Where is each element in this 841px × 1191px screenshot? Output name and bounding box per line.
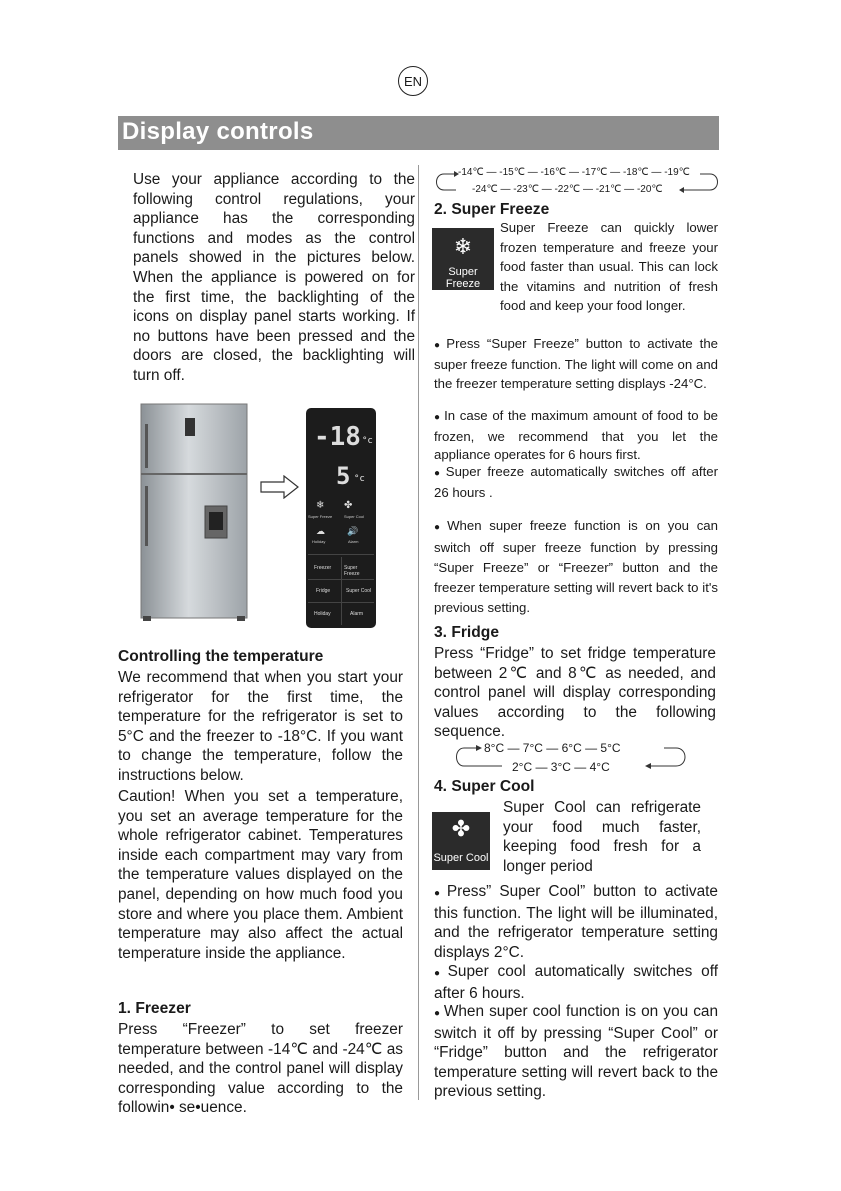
fridge-sequence xyxy=(452,740,692,772)
super-freeze-heading: 2. Super Freeze xyxy=(434,201,550,218)
super-cool-description: Super Cool can refrigerate your food much faster, keeping food fresh for a longer period xyxy=(503,799,701,875)
snowflake-icon: ❄ xyxy=(316,500,325,511)
controlling-heading: Controlling the temperature xyxy=(118,648,324,665)
fan-icon: ✤ xyxy=(344,500,353,511)
freezer-heading: 1. Freezer xyxy=(118,1000,191,1017)
icon-label-super-freeze: Super Freeze xyxy=(308,514,333,519)
fridge-temp-readout: 5 xyxy=(336,462,351,490)
controlling-paragraph-2: Caution! When you set a temperature, you set an average temperature for the whole refrigerator cabinet. Temperatures inside each compartment may vary from the temperature values displayed on the panel, depending on how much food you store and where you place them. Ambient temperature may also affect the actual temperature inside the appliance. xyxy=(118,788,403,962)
super-freeze-button[interactable]: Super Freeze xyxy=(344,565,360,577)
arrow-right-icon xyxy=(260,475,300,504)
alarm-button[interactable]: Alarm xyxy=(350,611,364,617)
freezer-sequence-bottom: -24℃ — -23℃ — -22℃ — -21℃ — -20℃ xyxy=(472,184,663,195)
super-freeze-bullet-3: ● Super freeze automatically switches off after 26 hours . xyxy=(434,462,718,502)
freezer-button[interactable]: Freezer xyxy=(314,565,332,571)
super-freeze-icon-box xyxy=(432,228,494,290)
fridge-button[interactable]: Fridge xyxy=(316,588,331,594)
fridge-paragraph: Press “Fridge” to set fridge temperature between 2℃ and 8℃ as needed, and control panel will display corresponding values according to the following sequence. xyxy=(434,645,716,741)
super-freeze-bullet-2: ● In case of the maximum amount of food to be frozen, we recommend that you let the appliance operates for 6 hours first. xyxy=(434,407,718,465)
intro-paragraph: Use your appliance according to the following control regulations, your appliance has the corresponding functions and modes as the control panels showed in the pictures below. When the appliance is powered on for the first time, the backlighting of the icons on display panel starts working. If no buttons have been pressed and the doors are closed, the backlighting will turn off. xyxy=(133,171,415,384)
language-badge: EN xyxy=(398,66,428,96)
super-freeze-icon-label: Super Freeze xyxy=(445,266,481,290)
icon-label-super-cool: Super Cool xyxy=(344,514,365,519)
refrigerator-image xyxy=(133,400,255,622)
display-panel xyxy=(306,408,376,628)
super-freeze-description: Super Freeze can quickly lower frozen temperature and freeze your food faster than usual. This can lock the vitamins and nutrition of fresh food and keep your food longer. xyxy=(500,220,718,313)
controlling-paragraph-1: We recommend that when you start your refrigerator for the first time, the temperature for the refrigerator is set to 5°C and the freezer to -18°C. If you want to change the temperature, follow the instructions below. xyxy=(118,669,403,784)
super-cool-bullet-2: ● Super cool automatically switches off after 6 hours. xyxy=(434,962,718,1003)
super-freeze-bullet-1: ● Press “Super Freeze” button to activate the super freeze function. The light will come on and the freezer temperature setting displays -24°C. xyxy=(434,334,718,393)
fan-icon: ✤ xyxy=(451,816,471,841)
super-cool-bullet-1: ● Press” Super Cool” button to activate this function. The light will be illuminated, and the refrigerator temperature setting displays 2°C. xyxy=(434,882,718,962)
button-grid xyxy=(308,554,374,627)
section-banner xyxy=(118,116,719,150)
holiday-button[interactable]: Holiday xyxy=(314,611,331,617)
super-cool-heading: 4. Super Cool xyxy=(434,778,535,795)
super-cool-icon-box xyxy=(432,812,490,870)
snowflake-icon: ❄ xyxy=(453,234,473,259)
super-cool-button[interactable]: Super Cool xyxy=(346,588,372,594)
super-freeze-bullet-4: ● When super freeze function is on you can switch off super freeze function by pressing “Super Freeze” or “Freezer” button and the freezer temperature setting will revert back to it's previous setting. xyxy=(434,516,718,618)
fridge-heading: 3. Fridge xyxy=(434,624,499,641)
page-title: Display controls xyxy=(122,118,314,145)
freezer-sequence-top: -14℃ — -15℃ — -16℃ — -17℃ — -18℃ — -19℃ xyxy=(458,167,690,178)
column-divider xyxy=(418,165,419,1100)
super-cool-icon-label: Super Cool xyxy=(433,852,489,864)
freezer-unit: °c xyxy=(362,436,373,446)
holiday-icon: ☁ xyxy=(316,526,325,536)
fridge-sequence-bottom: 2°C — 3°C — 4°C xyxy=(512,760,610,774)
speaker-icon: 🔊 xyxy=(347,526,359,536)
freezer-paragraph: Press “Freezer” to set freezer temperature between -14℃ and -24℃ as needed, and the control panel will display corresponding value according to the followin• se•uence. xyxy=(118,1021,403,1117)
fridge-sequence-top: 8°C — 7°C — 6°C — 5°C xyxy=(484,741,621,755)
super-cool-bullet-3: ● When super cool function is on you can switch it off by pressing “Super Cool” or “Fridge” button and the refrigerator temperature setting will revert back to the previous setting. xyxy=(434,1002,718,1102)
fridge-unit: °c xyxy=(354,474,365,484)
freezer-sequence xyxy=(432,166,722,198)
freezer-temp-readout: -18 xyxy=(314,422,361,452)
icon-label-holiday: Holiday xyxy=(312,539,326,544)
icon-label-alarm: Alarm xyxy=(348,539,359,544)
